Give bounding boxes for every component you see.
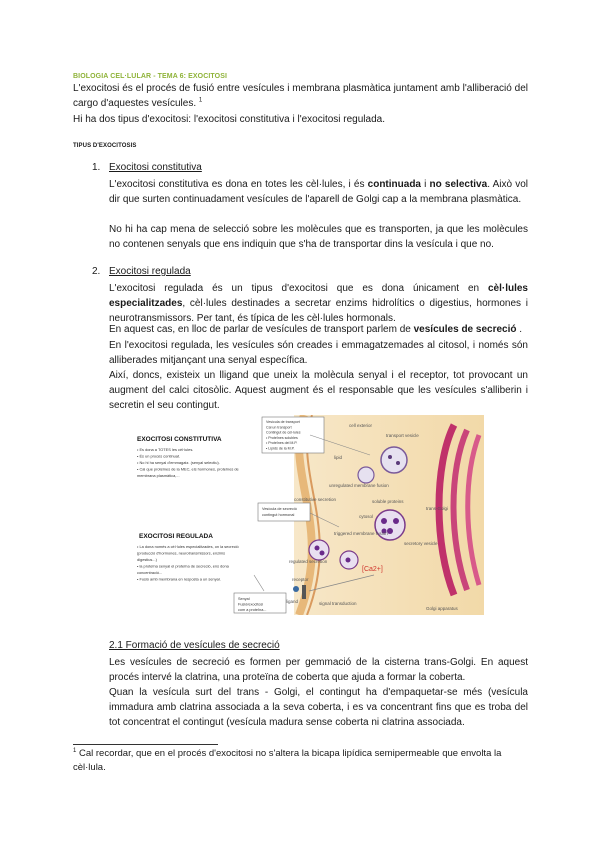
top-note-line: Cal un transport — [266, 425, 292, 430]
item2-paragraph-1: L'exocitosi regulada és un tipus d'exocitosi que es dona únicament en cèl·lules especialitzades, cèl·lules destinades a secretar enzims hidrolítics o digestius, hormones i neurotransmissors. Per tant, és típica de les cèl·lules hormonals. — [109, 283, 528, 324]
box2-line: digestius...) — [137, 557, 157, 562]
section-title: TIPUS D'EXOCITOSIS — [73, 143, 137, 149]
box2-line: • Fusió amb membrana en resposta a un senyal. — [137, 576, 221, 582]
svg-text:transport vesicle: transport vesicle — [386, 433, 419, 438]
box1-line: • No hi ha senyal d'emmagatz. (senyal selectiu). — [137, 460, 220, 465]
item2-number: 2. — [92, 266, 101, 277]
svg-text:lipid: lipid — [334, 455, 343, 460]
svg-text:triggered membrane fusion: triggered membrane fusion — [334, 531, 388, 536]
svg-text:Golgi apparatus: Golgi apparatus — [426, 606, 458, 611]
exocytosis-diagram — [134, 415, 484, 615]
item2-title: Exocitosi regulada — [109, 266, 191, 277]
intro-paragraph-1 — [73, 81, 528, 111]
box1-line: membrana plasmàtica,... — [137, 473, 180, 478]
box2-line: (producció d'hormones, neurotransmissors, enzims — [137, 550, 226, 556]
item2-paragraph-2: En aquest cas, en lloc de parlar de vesícules de transport parlem de vesícules de secreció . — [109, 324, 523, 335]
mid-note-line: Vesícula de secreció — [262, 507, 297, 511]
box1-line: • És un procés continuat. — [137, 453, 181, 459]
svg-text:regulated secretion: regulated secretion — [289, 559, 328, 564]
box2-line: • La dona només a cèl·lules especialitzades, on la secreció — [137, 544, 239, 549]
box2-line: • la proteïna senyal el proteïna de secreció, ens dona — [137, 563, 229, 569]
top-note-line: • Proteïnes del M.P. — [266, 441, 298, 446]
top-note-line: Contingut de cèl·lules — [266, 430, 301, 435]
svg-text:ligand: ligand — [286, 599, 299, 604]
svg-text:constitutive secretion: constitutive secretion — [294, 497, 337, 502]
subsection-paragraph-2: Quan la vesícula surt del trans - Golgi, el contingut ha d'empaquetar-se més (vesícula immadura amb clatrina associada a la seva coberta, i es va concentrant fins que es troba del tot concentrat el contingut (vesícula madura sense coberta ni clatrina associada. — [109, 687, 528, 728]
page-header: BIOLOGIA CEL·LULAR - TEMA 6: EXOCITOSI — [73, 73, 228, 80]
svg-text:soluble proteins: soluble proteins — [372, 499, 404, 504]
intro-text: L'exocitosi és el procés de fusió entre vesícules i membrana plasmàtica juntament amb l'alliberació del cargo d'aquestes vesícules. — [73, 83, 528, 109]
item2-paragraph-3: En l'exocitosi regulada, les vesícules són creades i emmagatzemades al citosol, i només són alliberades mitjançant una senyal específica. — [109, 340, 528, 366]
top-note-line: Vesícula de transport — [266, 420, 300, 424]
box1-title: EXOCITOSI CONSTITUTIVA — [137, 436, 222, 443]
intro-paragraph-2: Hi ha dos tipus d'exocitosi: l'exocitosi constitutiva i l'exocitosi regulada. — [73, 114, 385, 125]
svg-text:receptor: receptor — [292, 577, 309, 582]
svg-text:secretory vesicle: secretory vesicle — [404, 541, 438, 546]
mid-note-box — [258, 503, 310, 521]
svg-text:cell exterior: cell exterior — [349, 423, 373, 428]
svg-text:trans-Golgi: trans-Golgi — [426, 506, 449, 511]
svg-text:signal transduction: signal transduction — [319, 601, 357, 606]
top-note-line: • Proteïnes solubles — [266, 435, 298, 440]
box1-line: • Es dona a TOTES les cèl·lules. — [137, 447, 194, 452]
svg-text:cytosol: cytosol — [359, 514, 374, 519]
svg-text:unregulated membrane fusion: unregulated membrane fusion — [329, 483, 389, 488]
bottom-note-line: com a proteïna... — [238, 608, 267, 612]
subsection-paragraph-1: Les vesícules de secreció es formen per gemmació de la cisterna trans-Golgi. En aquest procés intervé la clatrina, una proteïna de coberta que ajuda a formar la coberta. — [109, 657, 528, 683]
footnote-divider — [73, 744, 218, 745]
box1-line: • Cal que proteïnes de la MEC, els hormones, proteïnes de — [137, 466, 239, 472]
item1-number: 1. — [92, 162, 101, 173]
calcium-label: [Ca2+] — [362, 566, 383, 573]
item1-paragraph-2: No hi ha cap mena de selecció sobre les molècules que es transporten, ja que les molècules no contenen senyals que ens indiquin que s'ha de transportar dins la vesícula i que no. — [109, 224, 528, 250]
box2-title: EXOCITOSI REGULADA — [139, 533, 213, 540]
bottom-note-line: Fusió/exocitosi — [238, 602, 264, 607]
footnote: $^1$ Cal recordar, que en el procés d'exocitosi no s'altera la bicapa lipídica semipermeable que envolta la cèl·lula. — [73, 747, 502, 773]
footnote-ref: 1 — [198, 97, 203, 104]
item1-title: Exocitosi constitutiva — [109, 162, 202, 173]
item2-paragraph-4: Així, doncs, existeix un lligand que uneix la molècula senyal i el receptor, tot provocant un augment del calci citosòlic. Aquest augment és el responsable que les vesícules s'alliberin i secretin el seu contingut. — [109, 370, 528, 411]
item1-paragraph-1: L'exocitosi constitutiva es dona en totes les cèl·lules, i és continuada i no selectiva. Això vol dir que surten continuadament vesícules de l'aparell de Golgi cap a la membrana plasmàtica. — [109, 179, 528, 205]
box2-line: concentració... — [137, 570, 163, 575]
mid-note-line: contingut hormonal — [262, 513, 295, 517]
subsection-title: 2.1 Formació de vesícules de secreció — [109, 640, 280, 651]
top-note-line: • Lípids de la M.P. — [266, 446, 295, 451]
bottom-note-line: Senyal — [238, 597, 250, 601]
